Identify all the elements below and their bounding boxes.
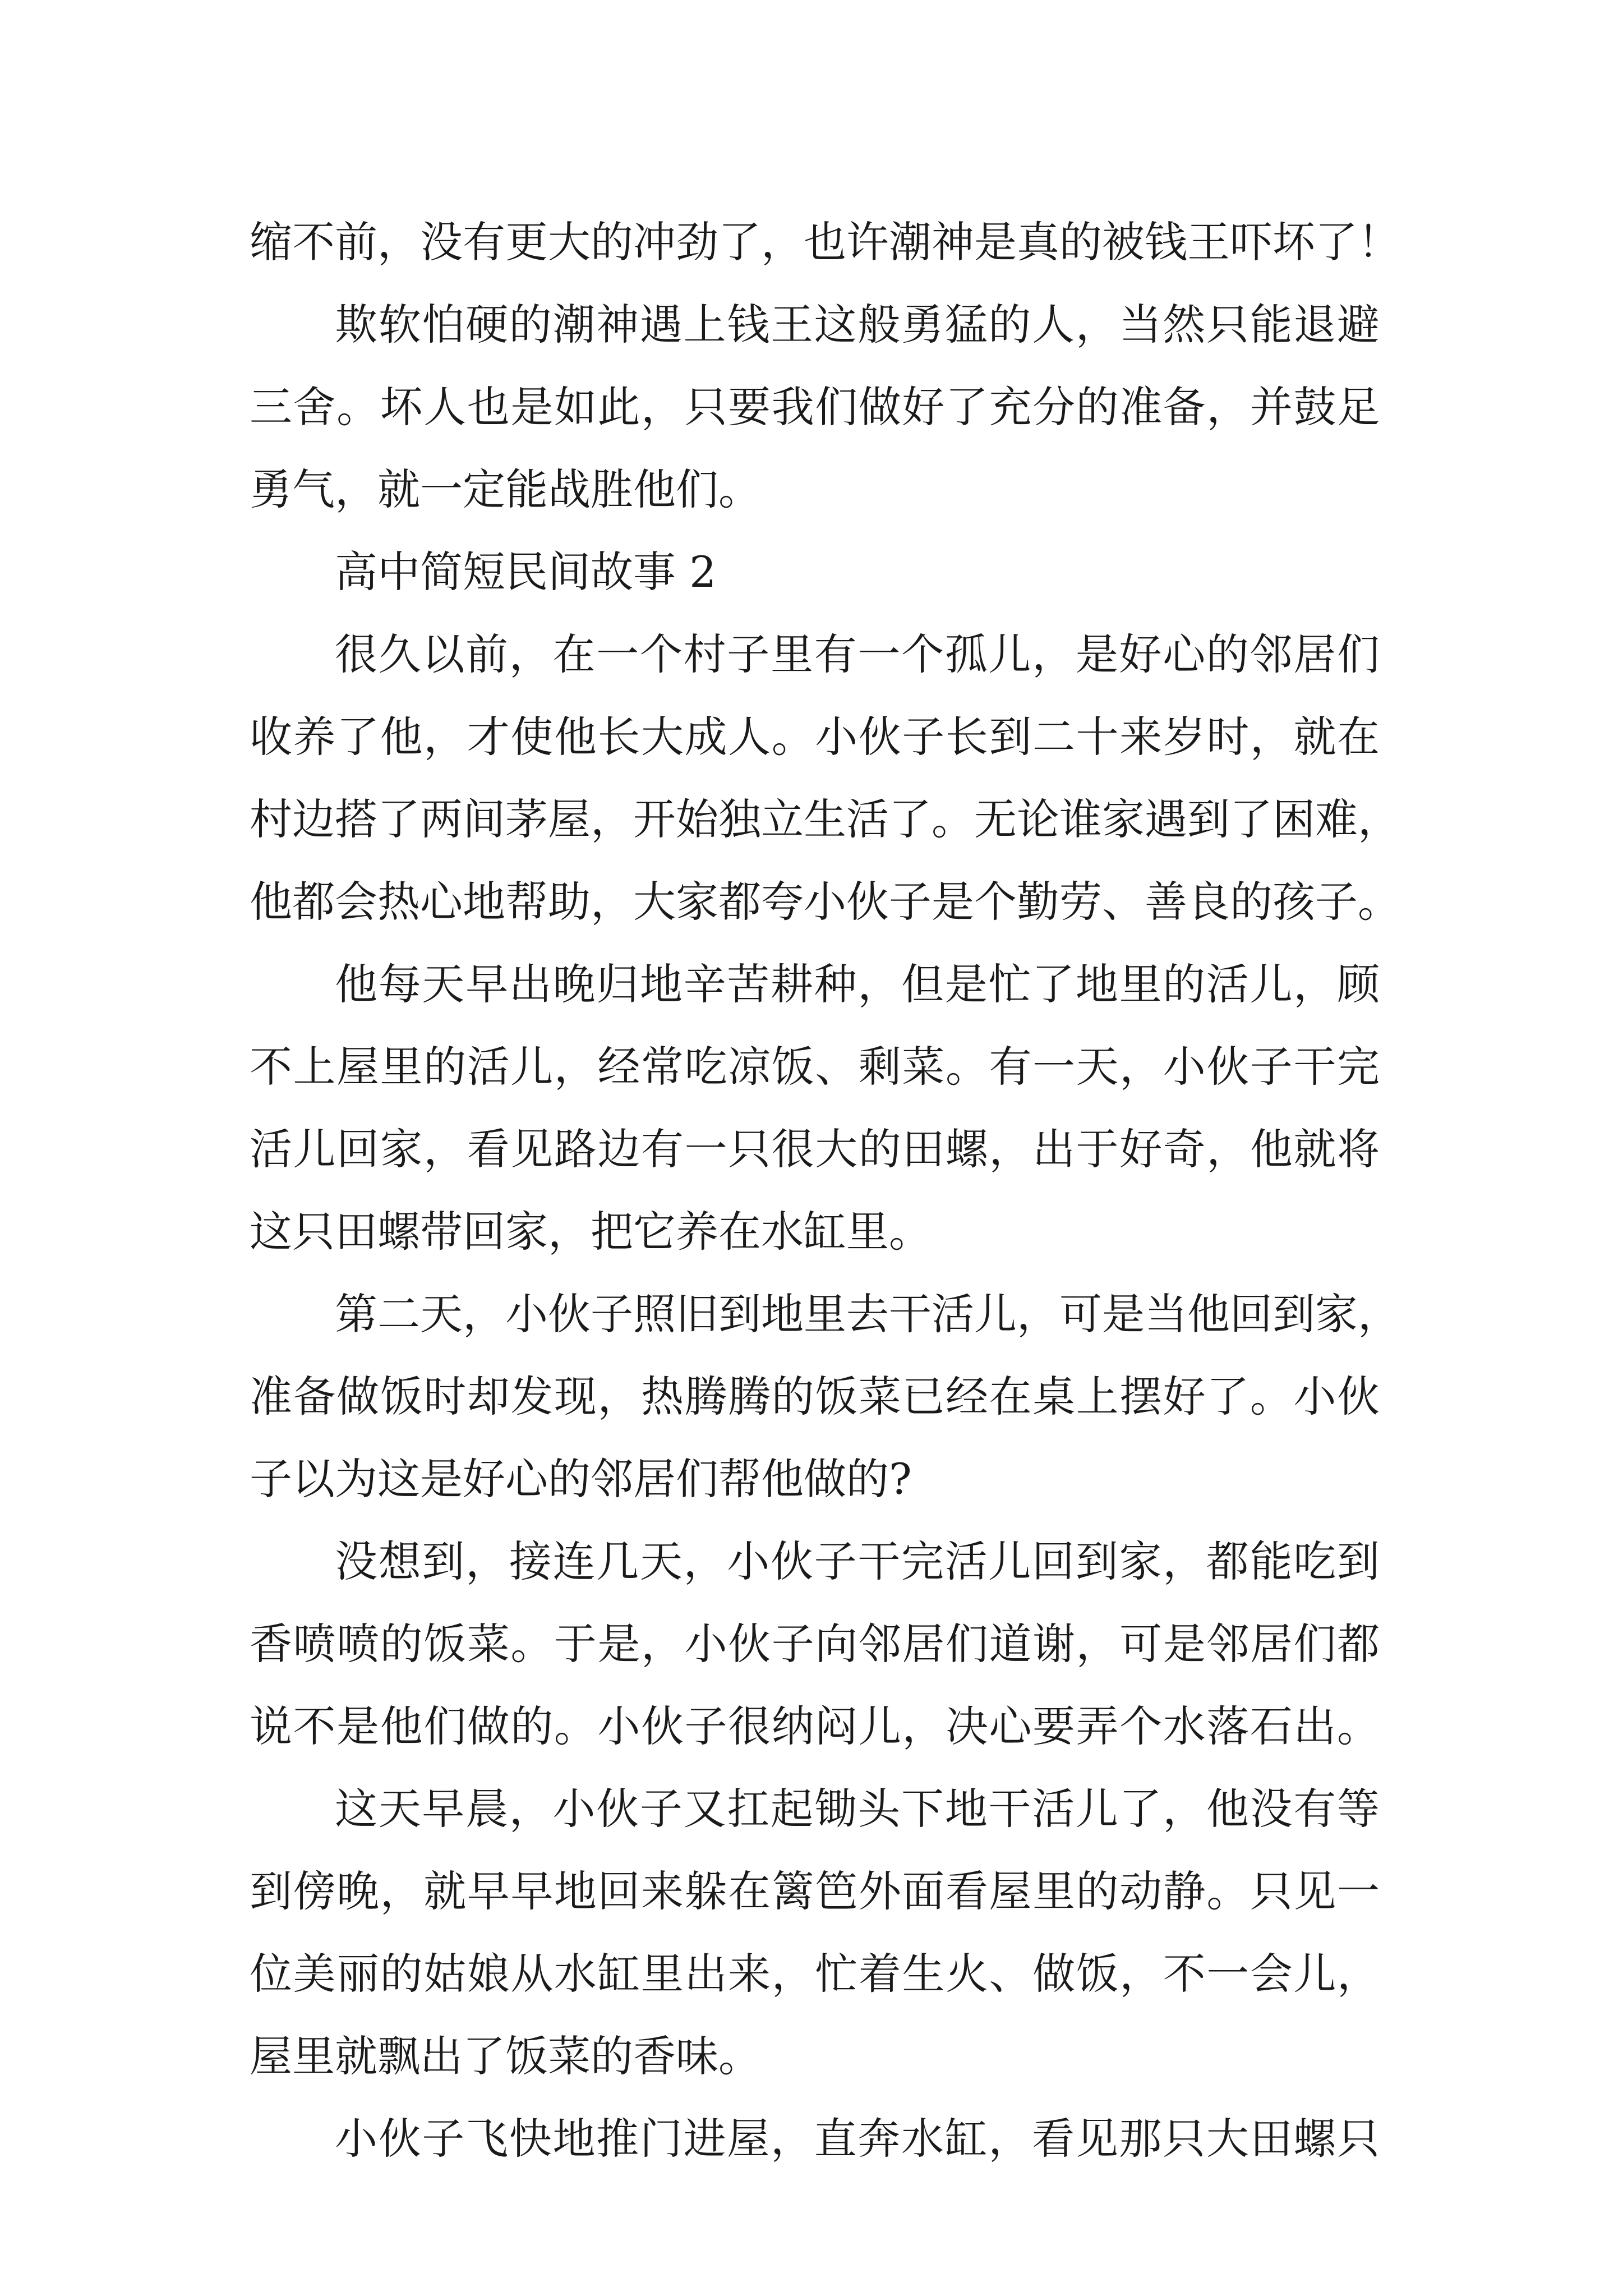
paragraph-line: 到傍晚，就早早地回来躲在篱笆外面看屋里的动静。只见一 (250, 1866, 1380, 1916)
paragraph-line: 活儿回家，看见路边有一只很大的田螺，出于好奇，他就将 (250, 1124, 1380, 1174)
paragraph-line: 三舍。坏人也是如此，只要我们做好了充分的准备，并鼓足 (250, 382, 1380, 432)
paragraph-line: 很久以前，在一个村子里有一个孤儿，是好心的邻居们 (335, 629, 1380, 679)
paragraph-line: 香喷喷的饭菜。于是，小伙子向邻居们道谢，可是邻居们都 (250, 1619, 1380, 1669)
paragraph-line: 屋里就飘出了饭菜的香味。 (250, 2031, 761, 2081)
paragraph-line: 子以为这是好心的邻居们帮他做的? (250, 1454, 912, 1504)
paragraph-line: 没想到，接连几天，小伙子干完活儿回到家，都能吃到 (335, 1536, 1380, 1586)
paragraph-line: 这天早晨，小伙子又扛起锄头下地干活儿了，他没有等 (335, 1784, 1380, 1834)
document-body (250, 201, 1400, 2180)
paragraph-line: 收养了他，才使他长大成人。小伙子长到二十来岁时，就在 (250, 712, 1380, 762)
paragraph-line: 准备做饭时却发现，热腾腾的饭菜已经在桌上摆好了。小伙 (250, 1372, 1380, 1421)
paragraph-line: 小伙子飞快地推门进屋，直奔水缸，看见那只大田螺只 (335, 2114, 1380, 2164)
paragraph-line: 他都会热心地帮助，大家都夸小伙子是个勤劳、善良的孩子。 (250, 877, 1400, 927)
paragraph-line: 村边搭了两间茅屋，开始独立生活了。无论谁家遇到了困难， (250, 794, 1400, 844)
paragraph-line: 欺软怕硬的潮神遇上钱王这般勇猛的人，当然只能退避 (335, 300, 1380, 349)
paragraph-line: 第二天，小伙子照旧到地里去干活儿，可是当他回到家， (335, 1289, 1400, 1339)
paragraph-line: 他每天早出晚归地辛苦耕种，但是忙了地里的活儿，顾 (335, 959, 1380, 1009)
paragraph-line: 位美丽的姑娘从水缸里出来，忙着生火、做饭，不一会儿， (250, 1949, 1380, 1999)
paragraph-line: 缩不前，没有更大的冲劲了，也许潮神是真的被钱王吓坏了！ (250, 217, 1400, 267)
paragraph-line: 勇气，就一定能战胜他们。 (250, 464, 761, 514)
section-heading: 高中简短民间故事 2 (335, 547, 717, 597)
paragraph-line: 不上屋里的活儿，经常吃凉饭、剩菜。有一天，小伙子干完 (250, 1042, 1380, 1092)
paragraph-line: 这只田螺带回家，把它养在水缸里。 (250, 1207, 932, 1257)
paragraph-line: 说不是他们做的。小伙子很纳闷儿，决心要弄个水落石出。 (250, 1701, 1380, 1751)
